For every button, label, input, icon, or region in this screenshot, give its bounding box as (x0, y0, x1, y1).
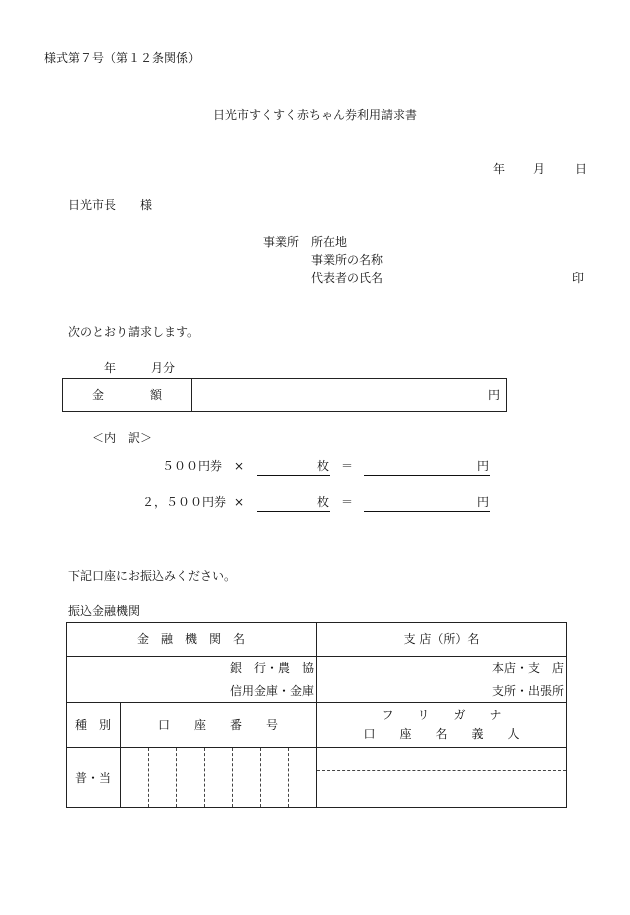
account-digit-separator (288, 748, 289, 807)
account-digit-separator (260, 748, 261, 807)
account-holder-header: 口 座 名 義 人 (363, 727, 520, 741)
address-label: 所在地 (311, 235, 348, 249)
amount-input[interactable] (194, 380, 494, 410)
form-number: 様式第７号（第１２条関係） (44, 51, 201, 65)
date-month-label: 月 (533, 162, 546, 176)
account-digit-separator (148, 748, 149, 807)
seal-mark: 印 (572, 271, 585, 285)
bank-types-line1: 銀 行・農 協 (230, 661, 315, 675)
yen-unit-label: 円 (477, 459, 490, 473)
branch-header: 支 店（所）名 (403, 632, 480, 646)
furigana-dashed-rule (317, 770, 566, 771)
date-day-label: 日 (575, 162, 588, 176)
account-digit-separator (176, 748, 177, 807)
times-sign: × (234, 459, 245, 473)
amount-divider (191, 378, 192, 412)
office-name-label: 事業所の名称 (311, 253, 384, 267)
table-rule (66, 702, 567, 703)
office-label: 事業所 (263, 235, 300, 249)
account-digit-separator (232, 748, 233, 807)
count-unit-label: 枚 (317, 495, 330, 509)
bank-section-title: 振込金融機関 (68, 604, 141, 618)
coupon-2500-count-field[interactable] (257, 511, 330, 512)
equals-sign: ＝ (341, 495, 354, 509)
times-sign: × (234, 495, 245, 509)
amount-yen-unit: 円 (488, 388, 501, 402)
transfer-text: 下記口座にお振込みください。 (68, 569, 237, 583)
coupon-2500-label: ２，５００円券 (142, 495, 227, 509)
table-rule (66, 656, 567, 657)
institution-header: 金 融 機 関 名 (136, 632, 245, 646)
addressee-honorific: 様 (140, 198, 153, 212)
breakdown-label: ＜内 訳＞ (92, 431, 153, 445)
account-digit-separator (204, 748, 205, 807)
account-number-header: 口 座 番 号 (157, 718, 278, 732)
period-year-label: 年 (104, 361, 117, 375)
type-header: 種 別 (74, 718, 111, 732)
addressee-name: 日光市長 (68, 198, 117, 212)
branch-types-line2: 支所・出張所 (492, 684, 565, 698)
period-month-label: 月分 (151, 361, 176, 375)
coupon-500-amount-field[interactable] (364, 475, 490, 476)
furigana-header: フ リ ガ ナ (381, 708, 502, 722)
request-text: 次のとおり請求します。 (68, 325, 200, 339)
type-column-divider (120, 702, 121, 808)
yen-unit-label: 円 (477, 495, 490, 509)
branch-types-line1: 本店・支 店 (492, 661, 565, 675)
page-title: 日光市すくすく赤ちゃん券利用請求書 (212, 108, 417, 122)
count-unit-label: 枚 (317, 459, 330, 473)
date-year-label: 年 (493, 162, 506, 176)
amount-label-gaku: 額 (150, 388, 163, 402)
coupon-2500-amount-field[interactable] (364, 511, 490, 512)
account-type-value[interactable]: 普・当 (74, 771, 111, 785)
representative-label: 代表者の氏名 (311, 271, 384, 285)
bank-types-line2: 信用金庫・金庫 (230, 684, 315, 698)
amount-label-kin: 金 (92, 388, 105, 402)
table-rule (66, 747, 567, 748)
equals-sign: ＝ (341, 459, 354, 473)
coupon-500-count-field[interactable] (257, 475, 330, 476)
coupon-500-label: ５００円券 (162, 459, 223, 473)
